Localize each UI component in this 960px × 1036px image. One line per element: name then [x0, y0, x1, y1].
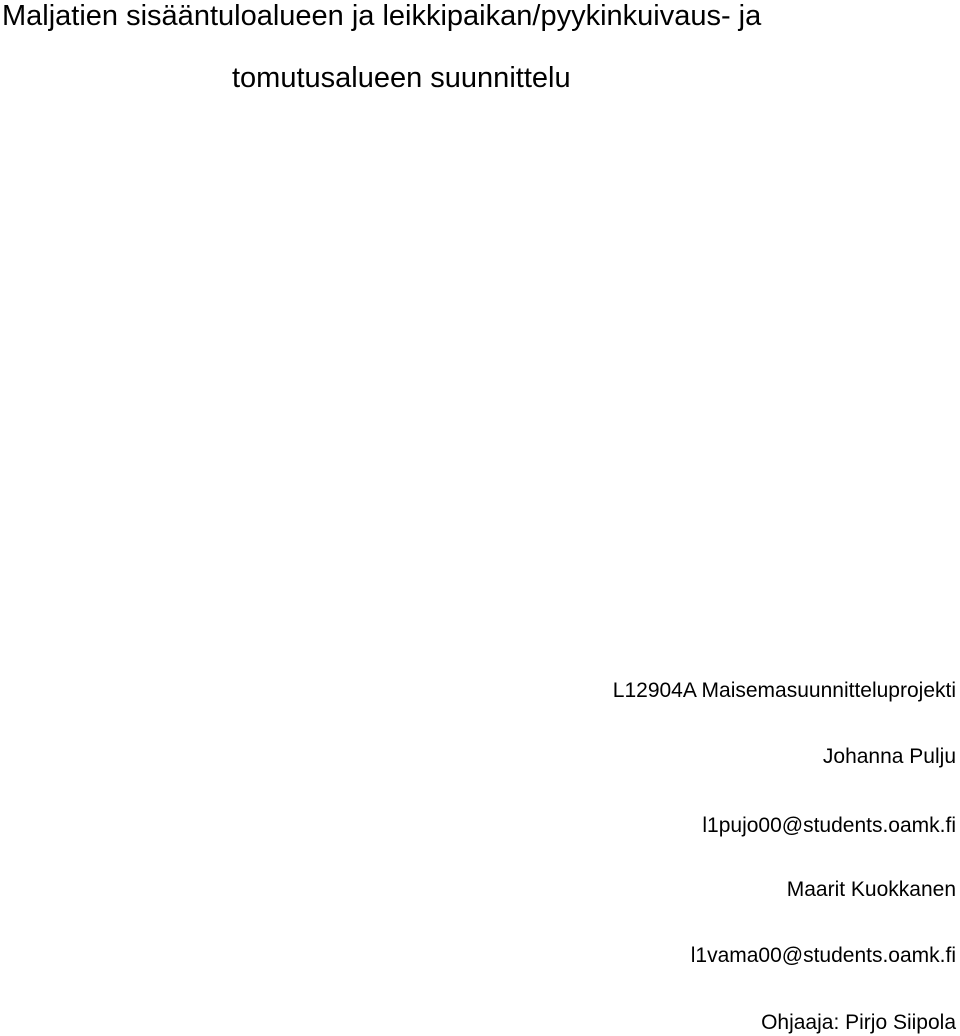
document-title-line-2: tomutusalueen suunnittelu [232, 62, 571, 94]
supervisor: Ohjaaja: Pirjo Siipola [761, 1011, 956, 1034]
author-name: Johanna Pulju [822, 745, 956, 768]
course-code: L12904A Maisemasuunnitteluprojekti [612, 679, 956, 702]
document-title-line-1: Maljatien sisääntuloalueen ja leikkipaikan/pyykinkuivaus- ja [2, 0, 762, 32]
author-name: Maarit Kuokkanen [786, 878, 956, 901]
author-email: l1pujo00@students.oamk.fi [702, 814, 956, 837]
author-email: l1vama00@students.oamk.fi [690, 944, 956, 967]
